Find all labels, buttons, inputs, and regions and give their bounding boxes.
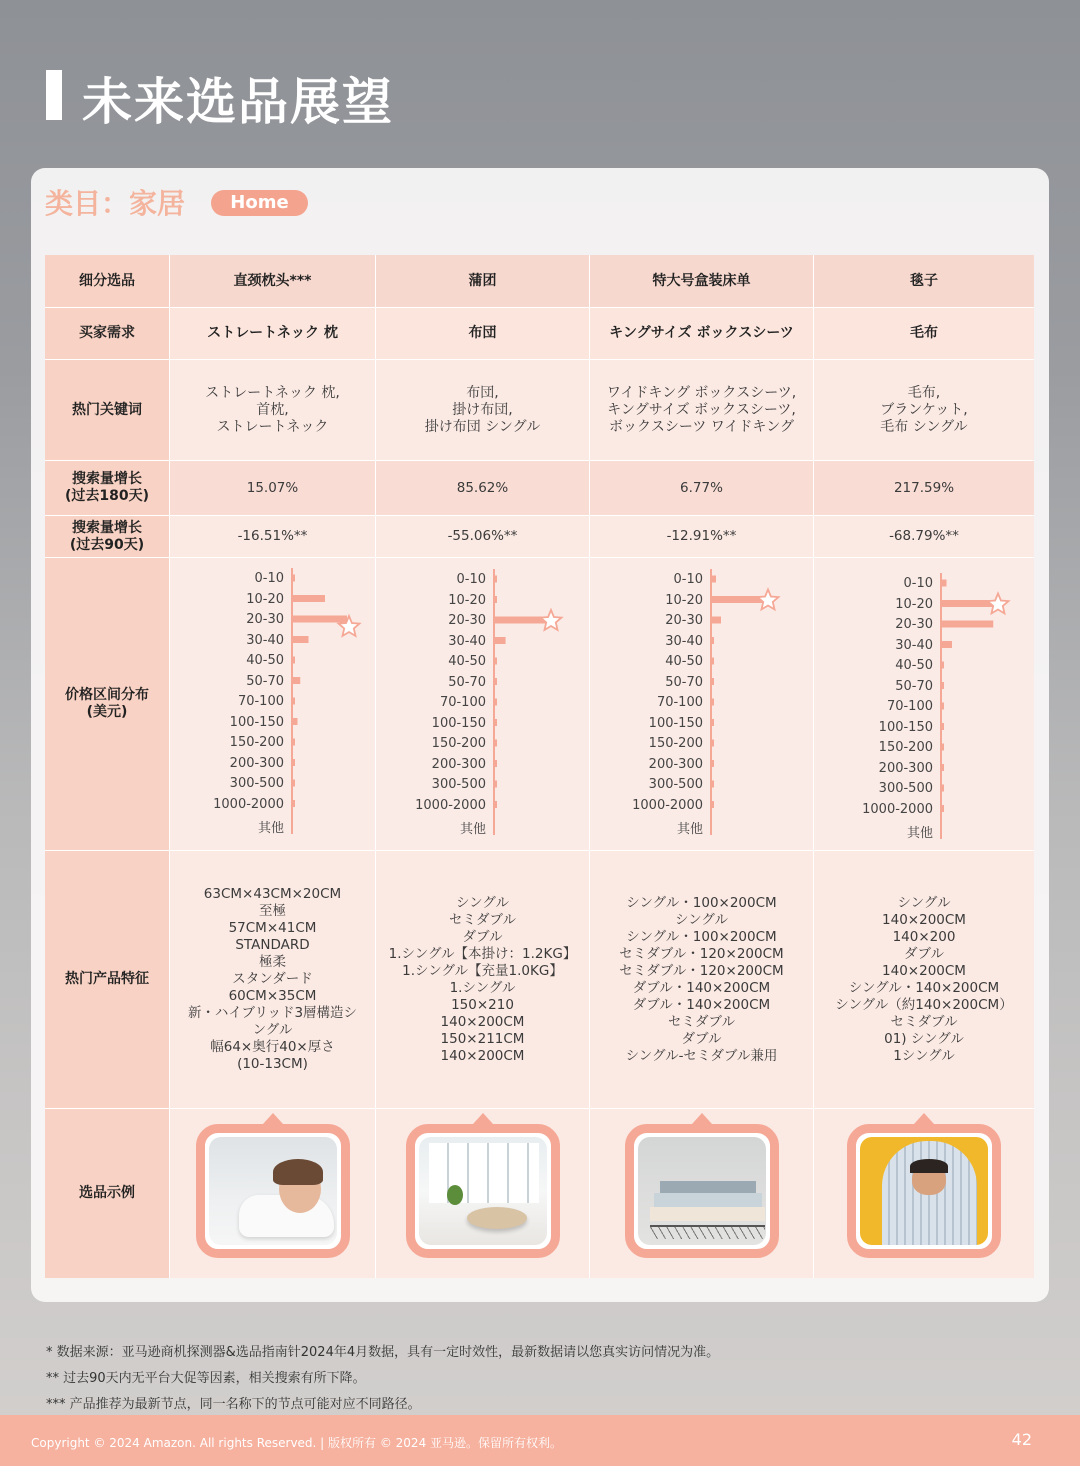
blanket-photo [860, 1137, 988, 1245]
price-tick-label: 10-20 [895, 596, 933, 612]
window-panel [429, 1143, 539, 1203]
star-icon [758, 590, 779, 610]
price-tick-label: 40-50 [246, 653, 284, 668]
price-bar [494, 760, 497, 767]
price-bar [494, 781, 497, 788]
price-bar [292, 575, 295, 582]
price-bar [292, 616, 347, 623]
price-tick-label: 70-100 [439, 695, 486, 710]
price-tick-label: 0-10 [254, 571, 284, 586]
footnotes [46, 1340, 719, 1418]
price-bar [494, 576, 497, 583]
price-tick-label: 其他 [459, 822, 486, 837]
footnote-3: *** 产品推荐为最新节点，同一名称下的节点可能对应不同路径。 [46, 1397, 421, 1412]
price-tick-label: 30-40 [665, 633, 703, 649]
price-bar [711, 617, 721, 624]
footnote-2: ** 过去90天内无平台大促等因素，相关搜索有所下降。 [46, 1371, 366, 1386]
price-chart-col1 [170, 558, 375, 850]
price-bar [711, 699, 714, 706]
price-tick-label: 100-150 [229, 714, 284, 730]
price-tick-label: 100-150 [878, 719, 933, 735]
price-tick-label: 300-500 [878, 781, 933, 796]
star-icon [988, 594, 1009, 614]
price-bar [292, 800, 295, 807]
price-bars [170, 558, 375, 850]
price-tick-label: 其他 [676, 822, 703, 837]
product-table [45, 255, 1034, 1278]
price-tick-label: 10-20 [448, 592, 486, 608]
price-bar [941, 682, 944, 689]
cushion-shape [467, 1207, 527, 1229]
price-bar [711, 637, 714, 644]
price-bar [292, 739, 295, 746]
price-tick-label: 50-70 [665, 674, 703, 690]
price-bar [711, 678, 714, 685]
price-tick-label: 200-300 [229, 755, 284, 771]
cell-features-col3: シングル・100×200CM シングル シングル・100×200CM セミダブル・120×200CM セミダブル・120×200CM ダブル・140×200CM ダブル・140×200CM セミダブル ダブル シングル-セミダブル兼用 [590, 851, 813, 1108]
page-title: 未来选品展望 [82, 73, 394, 131]
category-label: 类目：家居 [45, 187, 186, 220]
cell-keywords-col4: 毛布, ブランケット, 毛布 シングル [814, 360, 1034, 460]
cell-keywords-col3: ワイドキング ボックスシーツ, キングサイズ ボックスシーツ, ボックスシーツ ワイドキング [590, 360, 813, 460]
price-tick-label: 100-150 [648, 715, 703, 731]
price-tick-label: 70-100 [886, 699, 933, 714]
basket [650, 1225, 765, 1239]
example-image-frame [625, 1124, 779, 1258]
frame-pointer [692, 1113, 712, 1124]
cell-subcategory-col1: 直颈枕头*** [170, 255, 375, 307]
price-bar [941, 785, 944, 792]
copyright-text: Copyright © 2024 Amazon. All rights Reserved. | 版权所有 © 2024 亚马逊。保留所有权利。 [31, 1436, 563, 1450]
cell-growth-180-col2: 85.62% [376, 461, 589, 515]
price-bar [292, 698, 295, 705]
price-tick-label: 30-40 [895, 637, 933, 653]
price-bar [941, 764, 944, 771]
person-hair [910, 1159, 948, 1173]
price-bar [941, 641, 952, 648]
price-bar [494, 699, 497, 706]
price-tick-label: 50-70 [895, 678, 933, 694]
sheet-stack-2 [654, 1193, 762, 1207]
price-bar [292, 677, 300, 684]
cell-subcategory-col2: 蒲团 [376, 255, 589, 307]
cell-buyer-need-col4: 毛布 [814, 308, 1034, 359]
price-bar [711, 719, 714, 726]
frame-pointer [473, 1113, 493, 1124]
price-bar [292, 636, 309, 643]
price-tick-label: 50-70 [246, 673, 284, 689]
cell-examples-col4 [814, 1109, 1034, 1278]
star-icon [541, 610, 562, 630]
row-label-growth-90: 搜索量增长 (过去90天) [45, 516, 169, 557]
sheet-stack-3 [660, 1181, 756, 1193]
price-tick-label: 20-30 [448, 613, 486, 628]
price-bar [494, 801, 497, 808]
price-chart-col4 [814, 558, 1034, 850]
price-bar [292, 595, 325, 602]
price-bars [814, 558, 1034, 850]
sheet-stack-1 [650, 1207, 765, 1221]
price-tick-label: 40-50 [895, 658, 933, 673]
price-tick-label: 1000-2000 [415, 797, 486, 813]
frame-pointer [914, 1113, 934, 1124]
price-tick-label: 70-100 [237, 694, 284, 709]
price-tick-label: 300-500 [229, 776, 284, 791]
price-bar [941, 744, 944, 751]
cell-price-col2 [376, 558, 589, 850]
cell-price-col1 [170, 558, 375, 850]
cell-subcategory-col3: 特大号盒装床单 [590, 255, 813, 307]
price-bar [494, 719, 497, 726]
cell-keywords-col1: ストレートネック 枕, 首枕, ストレートネック [170, 360, 375, 460]
row-label-keywords: 热门关键词 [45, 360, 169, 460]
price-tick-label: 150-200 [431, 736, 486, 751]
cell-features-col4: シングル 140×200CM 140×200 ダブル 140×200CM シングル・140×200CM シングル（約140×200CM） セミダブル 01) シングル 1シングル [814, 851, 1034, 1108]
price-tick-label: 1000-2000 [862, 801, 933, 817]
price-tick-label: 10-20 [665, 592, 703, 608]
price-bar [711, 781, 714, 788]
example-image-frame [847, 1124, 1001, 1258]
row-label-subcategory: 细分选品 [45, 255, 169, 307]
cell-growth-180-col4: 217.59% [814, 461, 1034, 515]
price-tick-label: 300-500 [431, 777, 486, 792]
price-tick-label: 其他 [257, 821, 284, 836]
row-label-buyer-need: 买家需求 [45, 308, 169, 359]
price-bar [292, 759, 295, 766]
price-chart-col2 [376, 558, 589, 850]
cell-keywords-col2: 布団, 掛け布団, 掛け布団 シングル [376, 360, 589, 460]
price-bar [941, 662, 944, 669]
cell-examples-col2 [376, 1109, 589, 1278]
row-label-growth-180: 搜索量增长 (过去180天) [45, 461, 169, 515]
cell-buyer-need-col3: キングサイズ ボックスシーツ [590, 308, 813, 359]
price-tick-label: 40-50 [665, 654, 703, 669]
price-tick-label: 10-20 [246, 591, 284, 607]
price-tick-label: 150-200 [878, 740, 933, 755]
price-tick-label: 40-50 [448, 654, 486, 669]
cell-buyer-need-col1: ストレートネック 枕 [170, 308, 375, 359]
price-tick-label: 0-10 [673, 572, 703, 587]
plant [447, 1185, 463, 1205]
cell-price-col3 [590, 558, 813, 850]
cell-subcategory-col4: 毯子 [814, 255, 1034, 307]
price-chart-col3 [590, 558, 813, 850]
price-bar [941, 580, 947, 587]
pillow-photo [209, 1137, 337, 1245]
price-bar [711, 760, 714, 767]
person-hair [273, 1159, 323, 1185]
cell-growth-90-col1: -16.51%** [170, 516, 375, 557]
cushion-photo [419, 1137, 547, 1245]
cell-price-col4 [814, 558, 1034, 850]
sheets-photo [638, 1137, 766, 1245]
price-tick-label: 100-150 [431, 715, 486, 731]
price-bars [590, 558, 813, 850]
price-bar [494, 637, 506, 644]
price-tick-label: 0-10 [903, 576, 933, 591]
cell-growth-90-col3: -12.91%** [590, 516, 813, 557]
price-tick-label: 50-70 [448, 674, 486, 690]
price-tick-label: 30-40 [246, 632, 284, 648]
price-bar [941, 703, 944, 710]
price-tick-label: 70-100 [656, 695, 703, 710]
price-bar [941, 805, 944, 812]
cell-growth-90-col2: -55.06%** [376, 516, 589, 557]
row-label-examples: 选品示例 [45, 1109, 169, 1278]
price-tick-label: 300-500 [648, 777, 703, 792]
row-label-price: 价格区间分布 (美元) [45, 558, 169, 850]
price-tick-label: 200-300 [431, 756, 486, 772]
price-tick-label: 20-30 [665, 613, 703, 628]
price-tick-label: 1000-2000 [632, 797, 703, 813]
price-tick-label: 0-10 [456, 572, 486, 587]
price-bar [711, 658, 714, 665]
cell-features-col1: 63CM×43CM×20CM 至極 57CM×41CM STANDARD 極柔 スタンダード 60CM×35CM 新・ハイブリッド3層構造シ ングル 幅64×奥行40×厚さ (10-13CM) [170, 851, 375, 1108]
cell-examples-col3 [590, 1109, 813, 1278]
price-bar [292, 657, 295, 664]
price-bar [494, 678, 497, 685]
frame-pointer [263, 1113, 283, 1124]
cell-growth-180-col1: 15.07% [170, 461, 375, 515]
cell-buyer-need-col2: 布団 [376, 308, 589, 359]
price-bar [711, 740, 714, 747]
price-bar [292, 780, 295, 787]
price-bar [494, 658, 497, 665]
price-bars [376, 558, 589, 850]
footnote-1: * 数据来源：亚马逊商机探测器&选品指南针2024年4月数据，具有一定时效性，最新数据请以您真实访问情况为准。 [46, 1345, 720, 1360]
price-bar [941, 621, 993, 628]
price-tick-label: 30-40 [448, 633, 486, 649]
price-tick-label: 200-300 [878, 760, 933, 776]
price-tick-label: 20-30 [246, 612, 284, 627]
price-tick-label: 150-200 [229, 735, 284, 750]
price-tick-label: 150-200 [648, 736, 703, 751]
category-tag: Home [211, 190, 308, 216]
price-bar [711, 801, 714, 808]
row-label-features: 热门产品特征 [45, 851, 169, 1108]
price-bar [292, 718, 298, 725]
price-tick-label: 其他 [906, 826, 933, 841]
example-image-frame [196, 1124, 350, 1258]
cell-growth-90-col4: -68.79%** [814, 516, 1034, 557]
price-bar [494, 596, 497, 603]
example-image-frame [406, 1124, 560, 1258]
price-tick-label: 20-30 [895, 617, 933, 632]
price-bar [494, 740, 497, 747]
title-accent-bar [46, 70, 62, 120]
cell-features-col2: シングル セミダブル ダブル 1.シングル【本掛け：1.2KG】 1.シングル【充量1.0KG】 1.シングル 150×210 140×200CM 150×211CM 140×200CM [376, 851, 589, 1108]
price-tick-label: 200-300 [648, 756, 703, 772]
page-number: 42 [1011, 1430, 1032, 1449]
price-tick-label: 1000-2000 [213, 796, 284, 812]
cell-examples-col1 [170, 1109, 375, 1278]
cell-growth-180-col3: 6.77% [590, 461, 813, 515]
price-bar [711, 576, 716, 583]
price-bar [941, 723, 944, 730]
